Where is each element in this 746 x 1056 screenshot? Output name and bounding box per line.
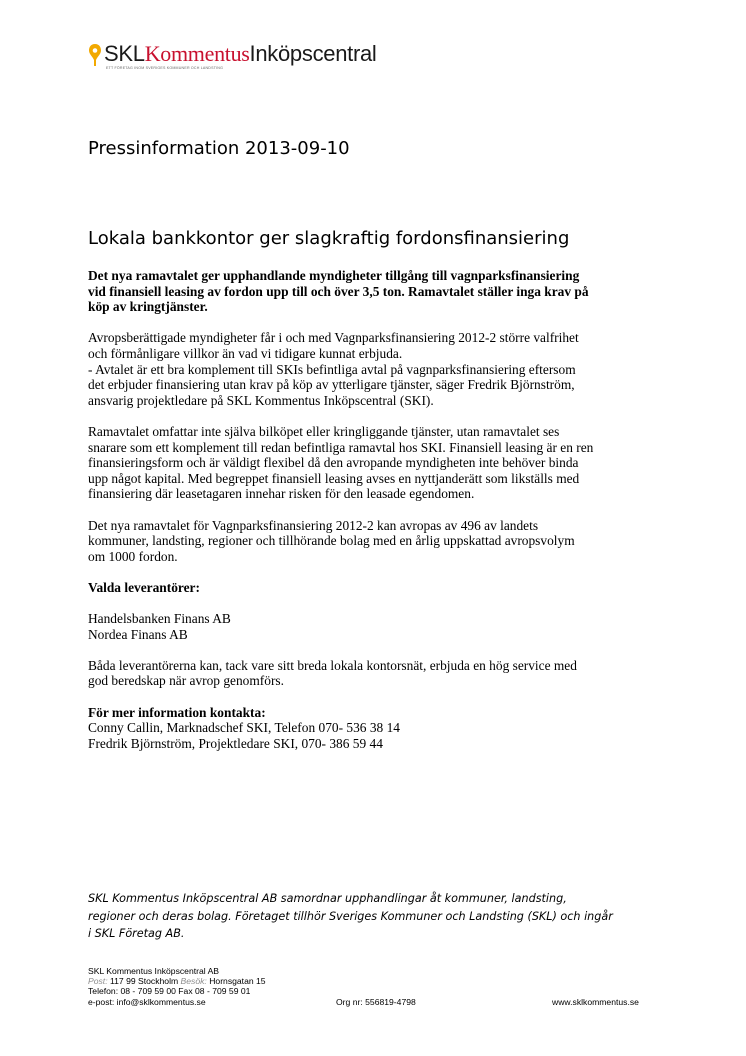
press-dateline: Pressinformation 2013-09-10 xyxy=(88,138,350,159)
paragraph-line: finansieringsform och är väldigt flexibel då den avropande myndigheten inte behöver binda xyxy=(88,455,579,471)
about-line: SKL Kommentus Inköpscentral AB samordnar upphandlingar åt kommuner, landsting, xyxy=(88,892,567,905)
paragraph-line: Båda leverantörerna kan, tack vare sitt breda lokala kontorsnät, erbjuda en hög service med xyxy=(88,657,577,673)
contact-person: Fredrik Björnström, Projektledare SKI, 070- 386 59 44 xyxy=(88,735,383,751)
pin-leaf-icon xyxy=(88,43,102,67)
visit-value: Hornsgatan 15 xyxy=(209,976,266,987)
paragraph-1 xyxy=(88,330,666,408)
footer-phone: Telefon: 08 - 709 59 00 Fax 08 - 709 59 01 xyxy=(88,986,251,997)
footer-address xyxy=(88,976,668,986)
suppliers-list xyxy=(88,611,666,642)
paragraph-4 xyxy=(88,658,666,689)
logo-tagline: ETT FÖRETAG INOM SVERIGES KOMMUNER OCH LANDSTING xyxy=(106,66,224,70)
footer-company: SKL Kommentus Inköpscentral AB xyxy=(88,966,220,976)
footer-orgnr: Org nr: 556819-4798 xyxy=(336,996,416,1007)
paragraph-2 xyxy=(88,424,666,502)
lead-line: köp av kringtjänster. xyxy=(88,299,208,315)
paragraph-line: om 1000 fordon. xyxy=(88,548,178,564)
lead-line: vid finansiell leasing av fordon upp till och över 3,5 ton. Ramavtalet ställer inga krav på xyxy=(88,283,589,299)
logo-skl: SKL xyxy=(104,41,145,66)
contact-person: Conny Callin, Marknadschef SKI, Telefon 070- 536 38 14 xyxy=(88,720,400,736)
footer-contact xyxy=(88,966,668,1007)
press-headline: Lokala bankkontor ger slagkraftig fordonsfinansiering xyxy=(88,228,570,249)
supplier-item: Nordea Finans AB xyxy=(88,626,188,642)
paragraph-line: - Avtalet är ett bra komplement till SKIs befintliga avtal på vagnparksfinansiering eftersom xyxy=(88,361,576,377)
suppliers-heading: Valda leverantörer: xyxy=(88,579,200,595)
about-line: regioner och deras bolag. Företaget tillhör Sveriges Kommuner och Landsting (SKL) och ingår xyxy=(88,909,613,923)
about-company xyxy=(88,890,678,943)
contact-list xyxy=(88,720,666,751)
paragraph-line: upp något kapital. Med begreppet finansiell leasing avses en nyttjanderätt som likställs med xyxy=(88,470,580,486)
logo-kommentus: Kommentus xyxy=(144,41,250,66)
lead-line: Det nya ramavtalet ger upphandlande myndigheter tillgång till vagnparksfinansiering xyxy=(88,268,580,283)
lead-paragraph xyxy=(88,268,666,315)
contact-heading: För mer information kontakta: xyxy=(88,704,266,720)
supplier-item: Handelsbanken Finans AB xyxy=(88,611,231,627)
paragraph-line: ansvarig projektledare på SKL Kommentus Inköpscentral (SKI). xyxy=(88,392,434,408)
paragraph-line: Ramavtalet omfattar inte själva bilköpet eller kringliggande tjänster, utan ramavtalet ses xyxy=(88,423,560,439)
paragraph-line: snarare som ett komplement till redan befintliga ramavtal hos SKI. Finansiell leasing är en ren xyxy=(88,439,594,455)
paragraph-line: Det nya ramavtalet för Vagnparksfinansiering 2012-2 kan avropas av 496 av landets xyxy=(88,517,539,533)
paragraph-line: det erbjuder finansiering utan krav på köp av ytterligare tjänster, säger Fredrik Björnström, xyxy=(88,377,575,393)
logo-wordmark xyxy=(104,42,377,66)
paragraph-line: Avropsberättigade myndigheter får i och med Vagnparksfinansiering 2012-2 större valfrihet xyxy=(88,330,579,346)
paragraph-3 xyxy=(88,518,666,565)
about-line: i SKL Företag AB. xyxy=(88,927,185,941)
post-value: 117 99 Stockholm xyxy=(109,976,179,987)
visit-label: Besök: xyxy=(180,976,207,987)
company-logo xyxy=(88,41,377,70)
paragraph-line: god beredskap när avrop genomförs. xyxy=(88,673,284,689)
press-body xyxy=(88,268,666,751)
paragraph-line: finansiering där leasetagaren innehar risken för den leasade egendomen. xyxy=(88,486,475,502)
paragraph-line: kommuner, landsting, regioner och tillhörande bolag med en årlig uppskattad avropsvolym xyxy=(88,533,575,549)
post-label: Post: xyxy=(88,976,108,987)
footer-email[interactable]: e-post: info@sklkommentus.se xyxy=(88,996,206,1007)
footer-website[interactable]: www.sklkommentus.se xyxy=(552,996,639,1007)
logo-inkopscentral: Inköpscentral xyxy=(249,41,377,66)
paragraph-line: och förmånligare villkor än vad vi tidigare kunnat erbjuda. xyxy=(88,345,403,361)
